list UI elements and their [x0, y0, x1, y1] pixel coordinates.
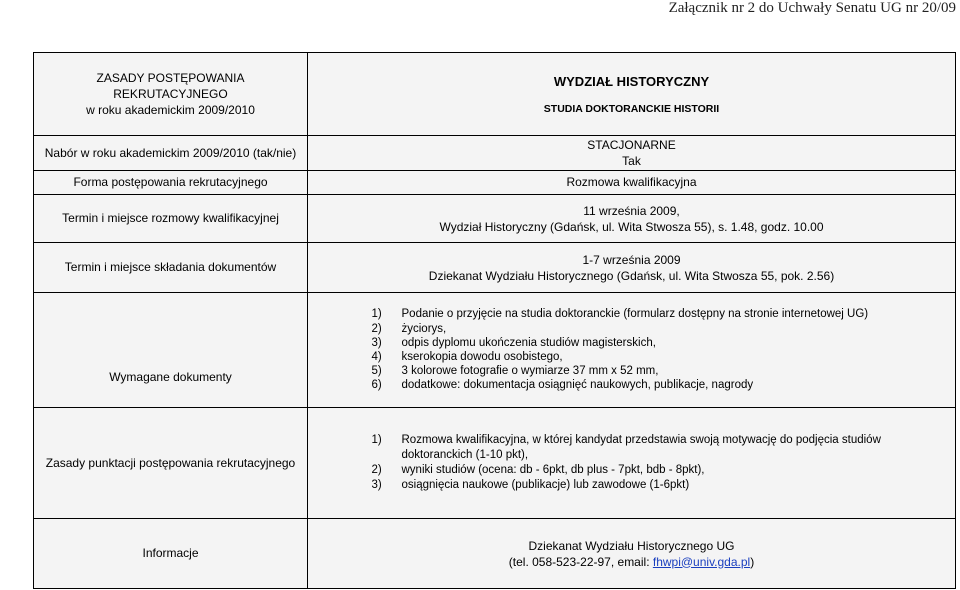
rozmowa-place: Wydział Historyczny (Gdańsk, ul. Wita Stwosza 55), s. 1.48, godz. 10.00	[439, 219, 824, 234]
list-item: 5) 3 kolorowe fotografie o wymiarze 37 mm x 52 mm,	[371, 365, 659, 378]
table-row-forma	[34, 171, 956, 195]
forma-value: Rozmowa kwalifikacyjna	[308, 171, 956, 195]
zasady-label: Zasady punktacji postępowania rekrutacyjnego	[34, 408, 308, 519]
table-row-wymagane	[34, 293, 956, 408]
title-left-cell	[34, 53, 308, 136]
scoring-criteria-list	[372, 433, 892, 493]
list-item: 1) Rozmowa kwalifikacyjna, w której kandydat przedstawia swoją motywację do podjęcia studiów doktoranckich (1-10 pkt),	[371, 434, 881, 461]
list-item: 2) życiorys,	[371, 322, 447, 335]
table-row-nabor	[34, 136, 956, 171]
list-item: 6) dodatkowe: dokumentacja osiągnięć naukowych, publikacje, nagrody	[371, 379, 754, 392]
study-mode: STACJONARNE	[587, 138, 676, 152]
nabor-value-cell	[308, 136, 956, 171]
table-row-zasady	[34, 408, 956, 519]
wymagane-value-cell	[308, 293, 956, 408]
table-row-dokumenty-termin	[34, 243, 956, 293]
dokumenty-termin-value-cell	[308, 243, 956, 293]
list-item: 3) osiągnięcia naukowe (publikacje) lub zawodowe (1-6pkt)	[371, 479, 690, 491]
recruitment-table	[33, 52, 956, 589]
rules-title: ZASADY POSTĘPOWANIA REKRUTACYJNEGO	[96, 71, 245, 101]
rozmowa-value-cell	[308, 195, 956, 243]
informacje-label: Informacje	[34, 519, 308, 589]
nabor-answer: Tak	[622, 154, 641, 168]
document-header: Załącznik nr 2 do Uchwały Senatu UG nr 20/09	[668, 0, 956, 16]
list-item: 3) odpis dyplomu ukończenia studiów magisterskich,	[371, 336, 656, 349]
informacje-value-cell	[308, 519, 956, 589]
rozmowa-date: 11 września 2009,	[583, 203, 680, 218]
list-item: 1) Podanie o przyjęcie na studia doktoranckie (formularz dostępny na stronie internetowej UG)	[371, 308, 869, 321]
table-row-informacje	[34, 519, 956, 589]
faculty-name: WYDZIAŁ HISTORYCZNY	[553, 74, 710, 89]
wymagane-label: Wymagane dokumenty	[34, 293, 308, 408]
dokumenty-termin-label: Termin i miejsce składania dokumentów	[34, 243, 308, 293]
list-item: 2) wyniki studiów (ocena: db - 6pkt, db plus - 7pkt, bdb - 8pkt),	[371, 464, 705, 476]
zasady-value-cell	[308, 408, 956, 519]
dokumenty-termin-date: 1-7 września 2009	[582, 252, 681, 267]
programme-name: STUDIA DOKTORANCKIE HISTORII	[543, 103, 720, 115]
table-row-rozmowa	[34, 195, 956, 243]
contact-office: Dziekanat Wydziału Historycznego UG	[528, 538, 735, 553]
forma-label: Forma postępowania rekrutacyjnego	[34, 171, 308, 195]
table-row-title	[34, 53, 956, 136]
nabor-label: Nabór w roku akademickim 2009/2010 (tak/nie)	[34, 136, 308, 171]
required-documents-list	[372, 307, 892, 392]
rozmowa-label: Termin i miejsce rozmowy kwalifikacyjnej	[34, 195, 308, 243]
title-right-cell	[308, 53, 956, 136]
email-link[interactable]: fhwpi@univ.gda.pl	[652, 554, 751, 569]
list-item: 4) kserokopia dowodu osobistego,	[371, 351, 563, 363]
dokumenty-termin-place: Dziekanat Wydziału Historycznego (Gdańsk, ul. Wita Stwosza 55, pok. 2.56)	[428, 268, 835, 283]
contact-details: (tel. 058-523-22-97, email: fhwpi@univ.gda.pl)	[508, 554, 755, 569]
academic-year-subtitle: w roku akademickim 2009/2010	[86, 103, 255, 117]
